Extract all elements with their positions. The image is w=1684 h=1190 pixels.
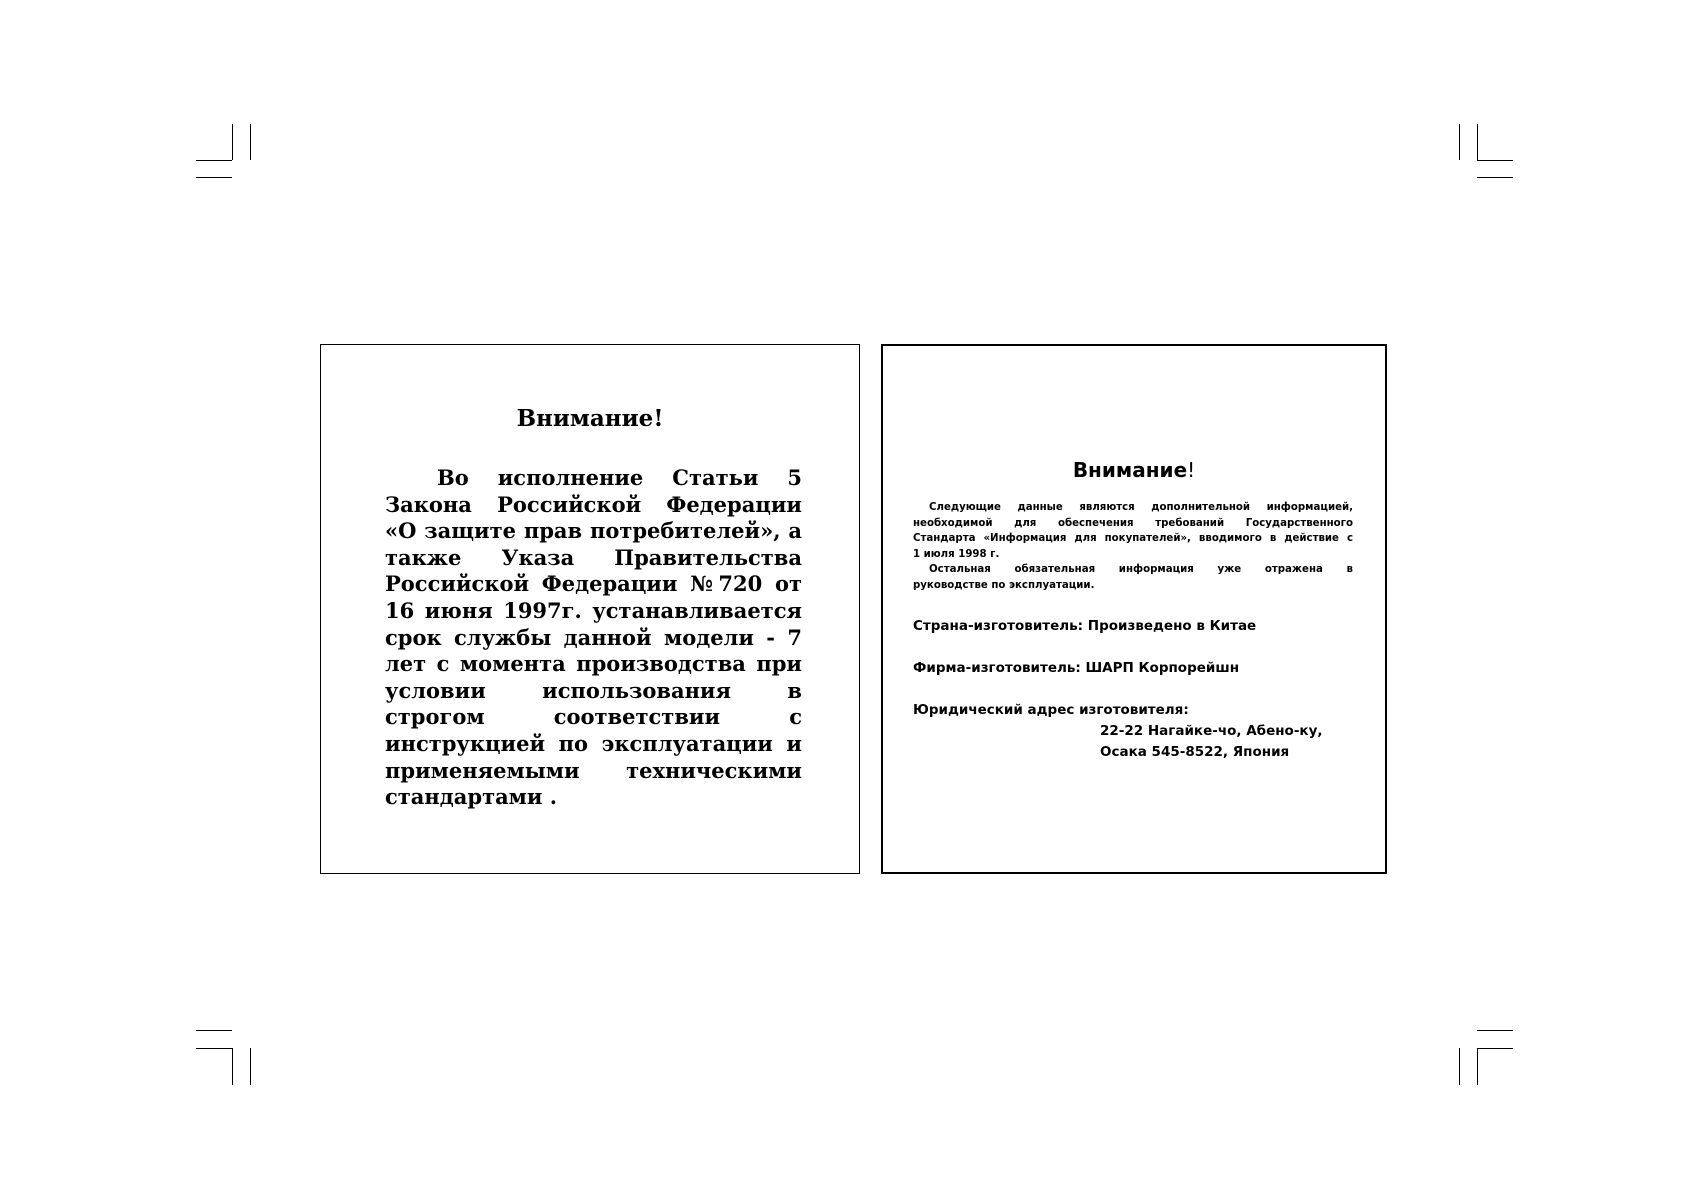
text-line: Во исполнение Статьи 5: [437, 465, 802, 490]
legal-address-line: Осака 545-8522, Япония: [1100, 744, 1290, 760]
text-line: 1 июля 1998 г.: [913, 548, 1000, 560]
text-line: Остальная обязательная информация уже отражена в: [929, 564, 1353, 576]
service-life-text: [385, 465, 802, 811]
crop-mark: [1477, 160, 1513, 161]
country-of-origin: Страна-изготовитель: Произведено в Китае: [913, 618, 1257, 634]
text-line: Российской Федерации №720 от: [385, 571, 802, 597]
text-line: необходимой для обеспечения требований Государственного: [913, 517, 1353, 529]
crop-mark: [196, 1030, 232, 1031]
crop-mark: [196, 177, 232, 178]
crop-mark: [1477, 124, 1478, 160]
panel-title-text: Внимание: [1072, 458, 1188, 482]
crop-mark: [1477, 1030, 1513, 1031]
text-line: Следующие данные являются дополнительной информацией,: [929, 502, 1353, 513]
text-line: стандартами .: [385, 784, 558, 810]
manufacturer-name: Фирма-изготовитель: ШАРП Корпорейшн: [913, 660, 1240, 676]
crop-mark: [1459, 124, 1460, 160]
text-line: Стандарта «Информация для покупателей», вводимого в действие с: [913, 533, 1353, 545]
text-line: лет с момента производства при: [385, 651, 802, 677]
text-line: строгом соответствии с: [385, 704, 802, 730]
crop-mark: [232, 124, 233, 160]
crop-mark: [196, 1048, 232, 1049]
warning-panel-service-life: [320, 344, 860, 874]
warning-panel-manufacturer-info: [881, 344, 1387, 874]
text-line: применяемыми техническими: [385, 757, 802, 783]
crop-mark: [250, 1048, 251, 1085]
text-line: 16 июня 1997г. устанавливается: [385, 597, 802, 623]
text-line: «О защите прав потребителей», а: [385, 518, 802, 544]
crop-mark: [1459, 1048, 1460, 1085]
text-line: руководстве по эксплуатации.: [913, 579, 1095, 591]
legal-address-line: 22-22 Нагайке-чо, Абено-ку,: [1100, 723, 1323, 739]
text-line: инструкцией по эксплуатации и: [385, 730, 802, 756]
panel-title: Внимание!: [516, 405, 664, 432]
text-line: также Указа Правительства: [385, 544, 802, 570]
text-line: срок службы данной модели - 7: [385, 624, 802, 650]
legal-address-label: Юридический адрес изготовителя:: [913, 702, 1189, 718]
additional-info-text: [913, 500, 1353, 594]
crop-mark: [250, 124, 251, 160]
panel-title-mark: !: [1187, 458, 1196, 482]
text-line: условии использования в: [385, 677, 802, 703]
crop-mark: [1477, 1048, 1478, 1085]
crop-mark: [196, 160, 232, 161]
crop-mark: [1477, 1048, 1513, 1049]
crop-mark: [232, 1048, 233, 1085]
text-line: Закона Российской Федерации: [385, 491, 802, 517]
crop-mark: [1477, 177, 1513, 178]
panel-title: [883, 458, 1385, 482]
